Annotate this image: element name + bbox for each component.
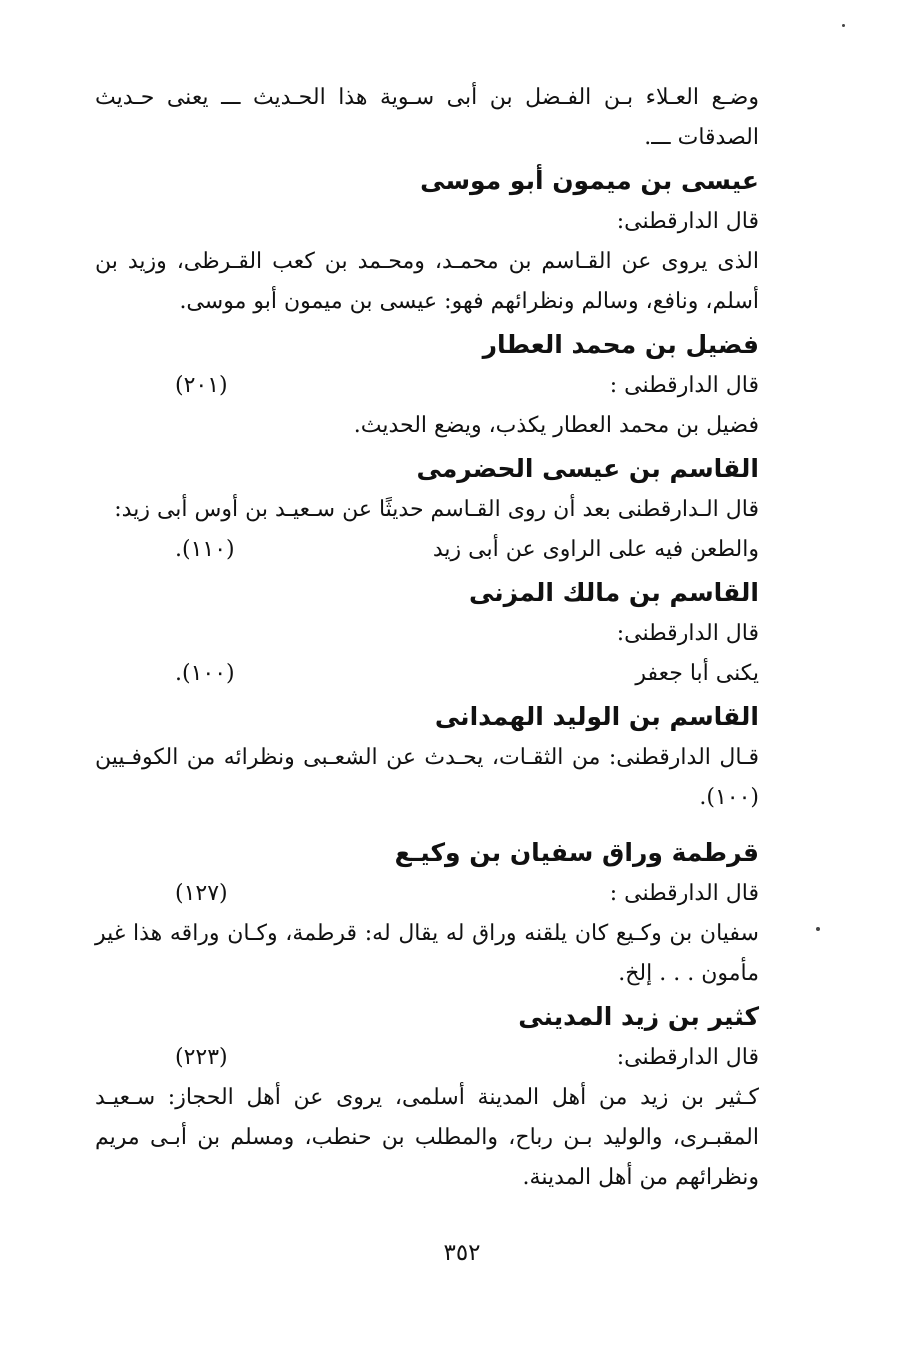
citation-line	[95, 530, 801, 570]
entry-heading: القاسم بن عيسى الحضرمى	[416, 454, 759, 483]
entry-heading: فضيل بن محمد العطار	[482, 330, 759, 359]
page-number: ٣٥٢	[443, 1240, 481, 1266]
text-line: قال الدارقطنى:	[616, 621, 759, 646]
citation-line	[95, 1038, 801, 1078]
scan-speck	[816, 927, 820, 931]
paragraph: قـال الدارقطنى: من الثقـات، يحـدث عن الشعـبى ونظرائه من الكوفـيين (١٠٠).	[95, 745, 759, 810]
spacer	[95, 818, 801, 830]
reference-number: (١٢٧)	[175, 881, 228, 906]
paragraph: الذى يروى عن القـاسم بن محمـد، ومحـمد بن كعب القـرظى، وزيد بن أسلم، ونافع، وسالم ونظرائهم فهو: عيسى بن ميمون أبو موسى.	[95, 249, 760, 314]
citation-line	[95, 874, 801, 914]
scan-speck	[842, 24, 845, 27]
entry-heading: قرطمة وراق سفيان بن وكيـع	[394, 838, 759, 867]
entry-heading: عيسى بن ميمون أبو موسى	[420, 166, 759, 195]
citation-text: يكنى أبا جعفر	[635, 661, 759, 686]
reference-number: (٢٠١)	[175, 373, 228, 398]
page-body	[95, 78, 801, 1198]
text-line: فضيل بن محمد العطار يكذب، ويضع الحديث.	[353, 413, 759, 438]
paragraph: قال الـدارقطنى بعد أن روى القـاسم حديثًا عن سـعيـد بن أوس أبى زيد:	[114, 497, 759, 522]
reference-number: (١٠٠).	[175, 661, 235, 686]
entry-heading: كثير بن زيد المدينى	[518, 1002, 759, 1031]
citation-text: قال الدارقطنى :	[609, 373, 759, 398]
entry-heading: القاسم بن الوليد الهمدانى	[434, 702, 759, 731]
text-line: قال الدارقطنى:	[616, 209, 759, 234]
citation-text: قال الدارقطنى :	[609, 881, 759, 906]
entry-heading: القاسم بن مالك المزنى	[468, 578, 759, 607]
citation-text: قال الدارقطنى:	[616, 1045, 759, 1070]
citation-text: والطعن فيه على الراوى عن أبى زيد	[432, 537, 759, 562]
paragraph: وضـع العـلاء بـن الفـضل بن أبى سـوية هذا الحـديث ـــ يعنى حـديث الصدقات ـــ.	[95, 85, 759, 150]
paragraph: سفيان بن وكـيع كان يلقنه وراق له يقال له: قرطمة، وكـان وراقه هذا غير مأمون . . . إلخ.	[95, 921, 759, 986]
citation-line	[95, 654, 801, 694]
reference-number: (٢٢٣)	[175, 1045, 228, 1070]
reference-number: (١١٠).	[175, 537, 235, 562]
paragraph: كـثير بن زيد من أهل المدينة أسلمى، يروى عن أهل الحجاز: سـعيـد المقبـرى، والوليد بـن رباح، والمطلب بن حنطب، ومسلم بن أبـى مريم ونظرائهم من أهل المدينة.	[95, 1085, 760, 1190]
citation-line	[95, 366, 801, 406]
